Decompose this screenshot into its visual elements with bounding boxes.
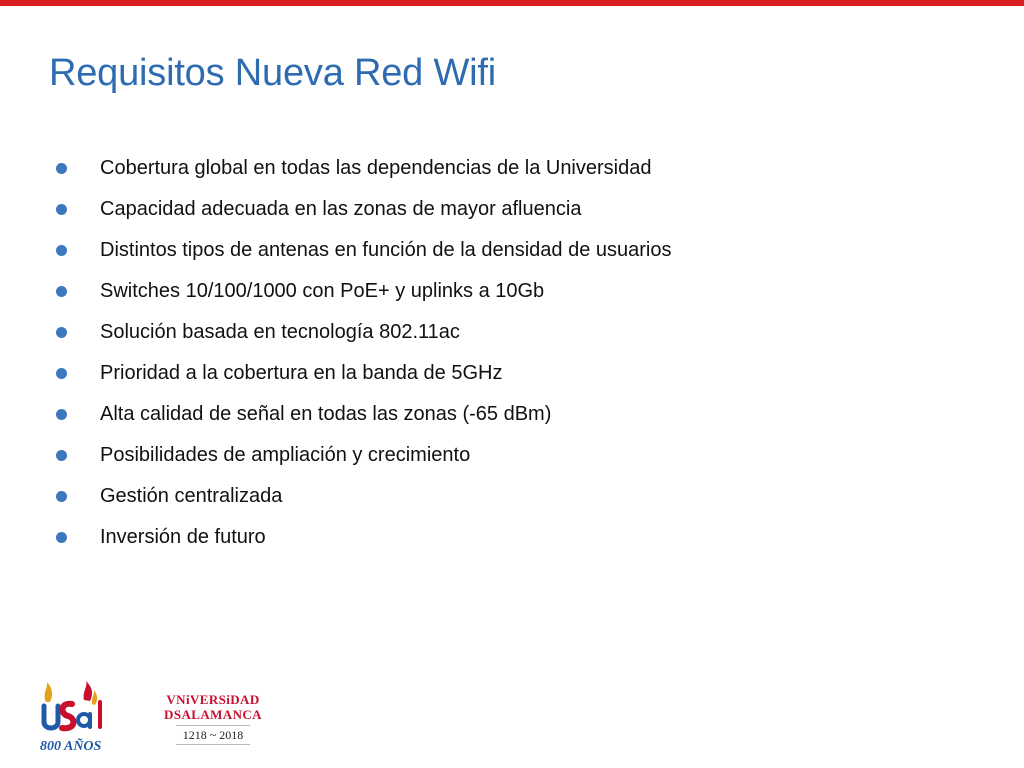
logo-800-subtitle: 800 AÑOS <box>40 739 102 754</box>
bullet-item <box>56 312 672 353</box>
bullet-dot-icon <box>56 409 67 420</box>
bullet-text: Prioridad a la cobertura en la banda de 5GHz <box>100 362 503 384</box>
bullet-text: Solución basada en tecnología 802.11ac <box>100 321 460 343</box>
bullet-item <box>56 353 672 394</box>
universidad-salamanca-logo <box>162 689 264 747</box>
bullet-item <box>56 189 672 230</box>
bullet-item <box>56 230 672 271</box>
bullet-dot-icon <box>56 450 67 461</box>
bullet-text: Inversión de futuro <box>100 526 266 548</box>
bullet-dot-icon <box>56 327 67 338</box>
bullet-item <box>56 148 672 189</box>
bullet-text: Distintos tipos de antenas en función de la densidad de usuarios <box>100 239 672 261</box>
bullet-dot-icon <box>56 163 67 174</box>
logo-years: 1218 ~ 2018 <box>176 725 250 745</box>
bullet-item <box>56 476 672 517</box>
logo-line-1: VNiVERSiDAD <box>166 692 260 707</box>
top-accent-bar <box>0 0 1024 6</box>
bullet-text: Posibilidades de ampliación y crecimiento <box>100 444 471 466</box>
usal-800-anos-logo-icon <box>38 680 110 754</box>
bullet-item <box>56 271 672 312</box>
bullet-text: Switches 10/100/1000 con PoE+ y uplinks a 10Gb <box>100 280 545 302</box>
bullet-dot-icon <box>56 286 67 297</box>
bullet-dot-icon <box>56 368 67 379</box>
bullet-dot-icon <box>56 204 67 215</box>
bullet-text: Alta calidad de señal en todas las zonas (-65 dBm) <box>100 403 552 425</box>
bullet-item <box>56 435 672 476</box>
bullet-dot-icon <box>56 532 67 543</box>
bullet-text: Gestión centralizada <box>100 485 283 507</box>
slide-title: Requisitos Nueva Red Wifi <box>49 52 496 94</box>
bullet-text: Cobertura global en todas las dependencias de la Universidad <box>100 157 652 179</box>
bullet-list <box>56 148 672 558</box>
bullet-item <box>56 517 672 558</box>
logo-line-2: DSALAMANCA <box>164 707 262 722</box>
bullet-item <box>56 394 672 435</box>
bullet-dot-icon <box>56 245 67 256</box>
bullet-dot-icon <box>56 491 67 502</box>
bullet-text: Capacidad adecuada en las zonas de mayor afluencia <box>100 198 582 220</box>
